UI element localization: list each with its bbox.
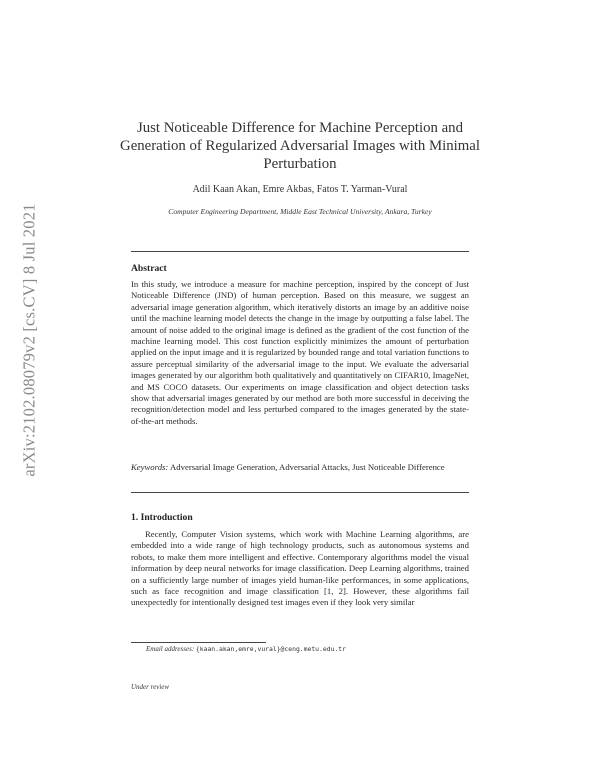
abstract-text: In this study, we introduce a measure for machine perception, inspired by the concept of Just Noticeable Difference (JND) of human perception. Based on this measure, we suggest an adversarial image generation algorithm, which iteratively distorts an image by an additive noise until the machine learning model detects the change in the image by outputting a false label. The amount of noise added to the original image is defined as the gradient of the cost function of the machine learning model. This cost function explicitly minimizes the amount of perturbation applied on the input image and it is regularized by bounded range and total variation functions to assure perceptual similarity of the adversarial image to the input. We evaluate the adversarial images generated by our algorithm both qualitatively and quantitatively on CIFAR10, ImageNet, and MS COCO datasets. Our experiments on image classification and object detection tasks show that adversarial images generated by our method are both more successful in deceiving the recognition/detection model and less perturbed compared to the images generated by the state-of-the-art methods. [131, 279, 469, 426]
keywords-label: Keywords: [131, 462, 169, 472]
introduction-text: Recently, Computer Vision systems, which work with Machine Learning algorithms, are embedded into a wide range of high technology products, such as autonomous systems and robots, to make them more intelligent and effective. Contemporary algorithms model the visual information by deep neural networks for image classification. Deep Learning algorithms, trained on a sufficiently large number of images yield human-like performances, in some applications, such as face recognition and image classification [1, 2]. However, these algorithms fail unexpectedly for intentionally designed test images even if they look very similar [131, 529, 469, 608]
footnote-label: Email addresses: [146, 645, 195, 653]
under-review-note: Under review [131, 683, 170, 691]
keywords [131, 462, 469, 473]
paper-title: Just Noticeable Difference for Machine Perception and Generation of Regularized Adversarial Images with Minimal Perturbation [120, 120, 480, 172]
arxiv-identifier: arXiv:2102.08079v2 [cs.CV] 8 Jul 2021 [20, 203, 39, 477]
keywords-text: Adversarial Image Generation, Adversarial Attacks, Just Noticeable Difference [170, 462, 445, 472]
email-footnote [146, 645, 346, 654]
footnote-rule [131, 642, 266, 643]
arxiv-side-stamp [10, 120, 50, 560]
abstract-bottom-rule [131, 492, 469, 493]
author-affiliation: Computer Engineering Department, Middle East Technical University, Ankara, Turkey [168, 207, 432, 216]
footnote-emails: {kaan.akan,emre,vural}@ceng.metu.edu.tr [195, 645, 346, 653]
author-list: Adil Kaan Akan, Emre Akbas, Fatos T. Yarman-Vural [192, 184, 408, 195]
introduction-heading: 1. Introduction [131, 512, 193, 523]
abstract-heading: Abstract [131, 263, 167, 274]
abstract-top-rule [131, 251, 469, 252]
